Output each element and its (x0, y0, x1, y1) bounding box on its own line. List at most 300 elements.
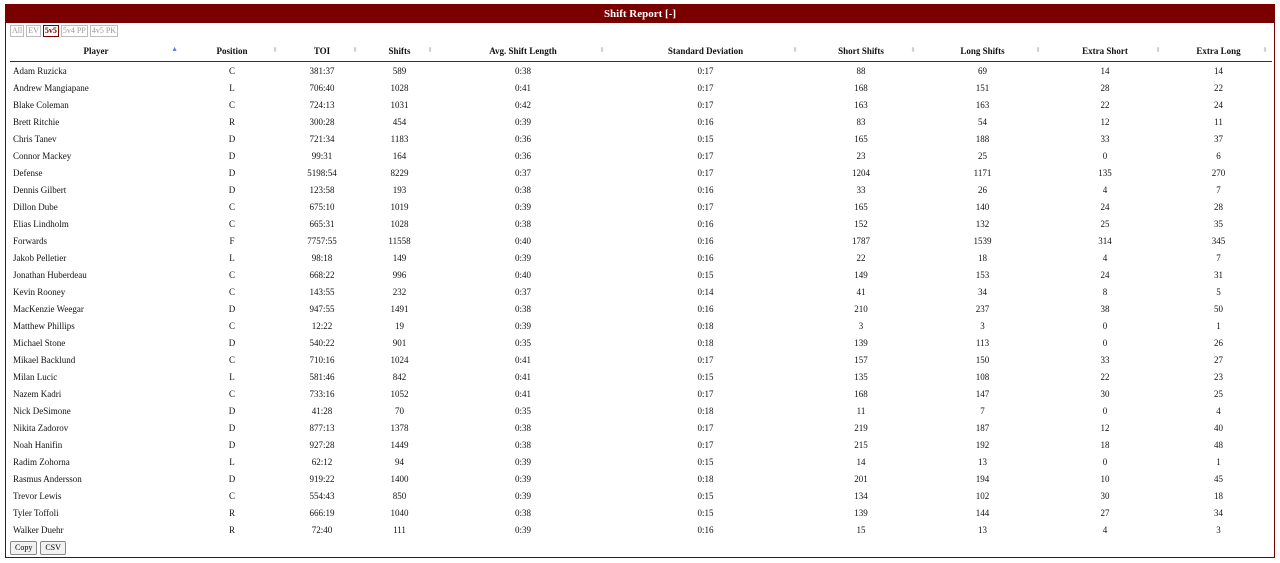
sort-arrows-icon: ⬍ (1262, 46, 1268, 54)
cell-short-shifts: 149 (854, 269, 868, 280)
cell-long-shifts: 144 (975, 507, 990, 518)
table-row (10, 521, 1272, 538)
table-row (10, 487, 1272, 504)
shift-report-panel (5, 4, 1275, 558)
table-row (10, 249, 1272, 266)
cell-short-shifts: 83 (856, 116, 866, 127)
cell-shifts: 901 (392, 337, 407, 348)
cell-player: Adam Ruzicka (13, 65, 67, 76)
column-header-extra-long[interactable] (1165, 40, 1272, 62)
column-header-label: Position (216, 45, 248, 56)
cell-shifts: 1183 (390, 133, 409, 144)
cell-toi: 919:22 (309, 473, 335, 484)
cell-long-shifts: 102 (975, 490, 990, 501)
copy-button[interactable]: Copy (10, 541, 37, 555)
cell-toi: 675:10 (309, 201, 335, 212)
cell-extra-short: 12 (1100, 422, 1110, 433)
cell-toi: 706:40 (309, 82, 335, 93)
cell-position: C (228, 320, 235, 331)
table-row (10, 402, 1272, 419)
filter-4v5-pk-button[interactable]: 4v5 PK (91, 26, 117, 35)
cell-short-shifts: 33 (856, 184, 866, 195)
cell-position: C (228, 218, 235, 229)
cell-extra-long: 28 (1214, 201, 1223, 212)
cell-avg-shift-length: 0:38 (514, 65, 531, 76)
cell-short-shifts: 168 (854, 388, 868, 399)
column-header-label: Shifts (388, 45, 411, 56)
table-row (10, 130, 1272, 147)
cell-position: R (228, 116, 235, 127)
cell-position: D (228, 405, 236, 416)
cell-toi: 12:22 (311, 320, 333, 331)
cell-extra-long: 48 (1214, 439, 1223, 450)
cell-short-shifts: 165 (854, 133, 868, 144)
column-header-label: Player (83, 45, 109, 56)
cell-standard-deviation: 0:15 (697, 490, 714, 501)
cell-extra-short: 135 (1098, 167, 1112, 178)
cell-extra-short: 0 (1102, 150, 1108, 161)
cell-short-shifts: 22 (856, 252, 866, 263)
cell-position: L (229, 371, 235, 382)
cell-avg-shift-length: 0:38 (514, 439, 531, 450)
cell-extra-long: 37 (1214, 133, 1223, 144)
cell-extra-short: 0 (1102, 337, 1108, 348)
cell-long-shifts: 69 (978, 65, 987, 76)
cell-position: F (229, 235, 235, 246)
column-header-extra-short[interactable] (1045, 40, 1165, 62)
cell-player: Jonathan Huberdeau (13, 269, 87, 280)
sort-arrows-icon: ⬍ (599, 46, 605, 54)
table-row (10, 368, 1272, 385)
cell-position: D (228, 133, 236, 144)
table-row (10, 436, 1272, 453)
cell-standard-deviation: 0:18 (697, 337, 714, 348)
cell-toi: 668:22 (309, 269, 335, 280)
cell-extra-long: 270 (1211, 167, 1226, 178)
table-row (10, 351, 1272, 368)
cell-short-shifts: 152 (854, 218, 868, 229)
cell-avg-shift-length: 0:39 (514, 201, 531, 212)
cell-avg-shift-length: 0:40 (514, 235, 531, 246)
cell-extra-short: 14 (1100, 65, 1110, 76)
cell-extra-short: 4 (1102, 184, 1108, 195)
cell-avg-shift-length: 0:38 (514, 184, 531, 195)
table-row (10, 232, 1272, 249)
cell-long-shifts: 147 (975, 388, 990, 399)
table-row (10, 79, 1272, 96)
sort-arrows-icon: ⬍ (1035, 46, 1041, 54)
cell-player: Trevor Lewis (13, 490, 62, 501)
cell-long-shifts: 237 (975, 303, 990, 314)
cell-player: Nikita Zadorov (13, 422, 69, 433)
cell-toi: 710:16 (309, 354, 335, 365)
cell-long-shifts: 1539 (973, 235, 992, 246)
cell-avg-shift-length: 0:35 (514, 405, 531, 416)
cell-standard-deviation: 0:17 (697, 99, 714, 110)
cell-shifts: 193 (392, 184, 407, 195)
cell-long-shifts: 18 (978, 252, 987, 263)
cell-short-shifts: 135 (854, 371, 868, 382)
cell-position: C (228, 388, 235, 399)
cell-position: D (228, 473, 236, 484)
cell-extra-short: 33 (1100, 354, 1110, 365)
cell-shifts: 1024 (390, 354, 409, 365)
cell-shifts: 149 (392, 252, 407, 263)
cell-shifts: 94 (395, 456, 404, 467)
cell-standard-deviation: 0:15 (697, 269, 714, 280)
cell-shifts: 1028 (390, 218, 409, 229)
cell-extra-short: 24 (1100, 201, 1110, 212)
cell-player: Rasmus Andersson (13, 473, 82, 484)
column-header-label: Extra Short (1082, 45, 1128, 56)
cell-position: C (228, 99, 235, 110)
cell-player: Connor Mackey (13, 150, 72, 161)
cell-toi: 99:31 (311, 150, 333, 161)
cell-player: Walker Duehr (13, 524, 64, 535)
table-row (10, 453, 1272, 470)
cell-avg-shift-length: 0:39 (514, 473, 531, 484)
cell-extra-long: 27 (1214, 354, 1223, 365)
cell-extra-short: 0 (1102, 456, 1108, 467)
cell-extra-long: 24 (1214, 99, 1223, 110)
column-header-label: TOI (313, 45, 331, 56)
cell-avg-shift-length: 0:39 (514, 320, 531, 331)
cell-long-shifts: 188 (975, 133, 990, 144)
cell-long-shifts: 7 (980, 405, 985, 416)
cell-standard-deviation: 0:15 (697, 507, 714, 518)
cell-extra-long: 26 (1214, 337, 1223, 348)
cell-short-shifts: 165 (854, 201, 868, 212)
cell-avg-shift-length: 0:36 (514, 133, 531, 144)
cell-extra-long: 31 (1214, 269, 1223, 280)
cell-short-shifts: 1787 (852, 235, 870, 246)
table-row (10, 317, 1272, 334)
cell-short-shifts: 168 (854, 82, 868, 93)
cell-player: Defense (13, 167, 43, 178)
column-header-label: Extra Long (1196, 45, 1241, 56)
cell-shifts: 8229 (390, 167, 409, 178)
cell-short-shifts: 23 (856, 150, 866, 161)
cell-player: Matthew Phillips (13, 320, 75, 331)
cell-toi: 927:28 (309, 439, 335, 450)
cell-extra-short: 22 (1100, 99, 1110, 110)
cell-position: D (228, 167, 236, 178)
table-row (10, 266, 1272, 283)
sort-arrows-icon: ⬍ (792, 46, 798, 54)
cell-standard-deviation: 0:16 (697, 218, 714, 229)
cell-player: Kevin Rooney (13, 286, 66, 297)
cell-shifts: 1040 (390, 507, 409, 518)
cell-avg-shift-length: 0:37 (514, 286, 531, 297)
cell-avg-shift-length: 0:39 (514, 116, 531, 127)
cell-position: D (228, 422, 236, 433)
cell-position: D (228, 150, 236, 161)
column-header-shifts[interactable] (362, 40, 437, 62)
cell-extra-long: 50 (1214, 303, 1223, 314)
cell-standard-deviation: 0:16 (697, 252, 714, 263)
sort-arrows-icon: ⬍ (272, 46, 278, 54)
cell-avg-shift-length: 0:41 (514, 371, 531, 382)
cell-player: Milan Lucic (13, 371, 58, 382)
cell-toi: 41:28 (311, 405, 333, 416)
cell-short-shifts: 3 (858, 320, 864, 331)
cell-position: D (228, 439, 236, 450)
cell-avg-shift-length: 0:35 (514, 337, 531, 348)
table-row (10, 147, 1272, 164)
cell-extra-long: 22 (1214, 82, 1223, 93)
column-header-toi[interactable] (282, 40, 362, 62)
cell-extra-short: 27 (1100, 507, 1110, 518)
cell-toi: 947:55 (309, 303, 335, 314)
cell-long-shifts: 26 (978, 184, 987, 195)
cell-shifts: 70 (395, 405, 404, 416)
cell-shifts: 1019 (390, 201, 409, 212)
cell-avg-shift-length: 0:40 (514, 269, 531, 280)
cell-position: C (228, 65, 235, 76)
panel-title[interactable]: Shift Report [-] (6, 5, 1274, 23)
cell-standard-deviation: 0:15 (697, 371, 714, 382)
cell-long-shifts: 108 (975, 371, 990, 382)
cell-toi: 721:34 (309, 133, 335, 144)
cell-extra-long: 34 (1214, 507, 1223, 518)
cell-player: MacKenzie Weegar (13, 303, 84, 314)
filter-all-button[interactable]: All (12, 26, 23, 35)
cell-avg-shift-length: 0:39 (514, 456, 531, 467)
cell-long-shifts: 163 (975, 99, 990, 110)
cell-extra-long: 7 (1216, 184, 1221, 195)
cell-short-shifts: 15 (856, 524, 866, 535)
cell-standard-deviation: 0:17 (697, 201, 714, 212)
cell-avg-shift-length: 0:39 (514, 524, 531, 535)
cell-toi: 724:13 (309, 99, 335, 110)
column-header-standard-deviation[interactable] (609, 40, 802, 62)
column-header-label: Short Shifts (838, 45, 884, 56)
cell-short-shifts: 1204 (852, 167, 870, 178)
cell-extra-short: 38 (1100, 303, 1110, 314)
cell-standard-deviation: 0:17 (697, 354, 714, 365)
cell-extra-long: 4 (1216, 405, 1221, 416)
cell-position: C (228, 286, 235, 297)
cell-short-shifts: 14 (856, 456, 866, 467)
filter-ev-button[interactable]: EV (28, 26, 39, 35)
cell-standard-deviation: 0:16 (697, 235, 714, 246)
cell-avg-shift-length: 0:38 (514, 303, 531, 314)
cell-player: Radim Zohorna (13, 456, 70, 467)
cell-extra-long: 23 (1214, 371, 1223, 382)
column-header-long-shifts[interactable] (920, 40, 1045, 62)
cell-long-shifts: 113 (975, 337, 990, 348)
cell-shifts: 1491 (390, 303, 409, 314)
cell-position: C (228, 269, 235, 280)
table-row (10, 385, 1272, 402)
table-body (10, 62, 1272, 539)
cell-extra-short: 30 (1100, 388, 1110, 399)
cell-extra-short: 4 (1102, 524, 1108, 535)
cell-extra-long: 35 (1214, 218, 1223, 229)
cell-player: Brett Ritchie (13, 116, 60, 127)
column-header-label: Standard Deviation (667, 45, 744, 56)
column-header-position[interactable] (182, 40, 282, 62)
cell-standard-deviation: 0:17 (697, 388, 714, 399)
cell-standard-deviation: 0:17 (697, 422, 714, 433)
cell-extra-short: 12 (1100, 116, 1110, 127)
cell-long-shifts: 13 (978, 524, 987, 535)
shift-report-table (10, 40, 1272, 538)
cell-toi: 123:58 (309, 184, 335, 195)
cell-standard-deviation: 0:15 (697, 133, 714, 144)
cell-standard-deviation: 0:18 (697, 405, 714, 416)
cell-long-shifts: 153 (975, 269, 990, 280)
cell-player: Michael Stone (13, 337, 66, 348)
cell-shifts: 1378 (390, 422, 409, 433)
cell-extra-long: 3 (1216, 524, 1221, 535)
cell-player: Mikael Backlund (13, 354, 76, 365)
cell-extra-long: 18 (1214, 490, 1223, 501)
cell-standard-deviation: 0:16 (697, 524, 714, 535)
cell-toi: 381:37 (309, 65, 335, 76)
cell-player: Andrew Mangiapane (13, 82, 89, 93)
cell-toi: 72:40 (311, 524, 333, 535)
cell-position: L (229, 82, 235, 93)
cell-extra-short: 33 (1100, 133, 1110, 144)
cell-shifts: 454 (392, 116, 407, 127)
cell-standard-deviation: 0:17 (697, 82, 714, 93)
table-row (10, 504, 1272, 521)
strength-filter-group (10, 25, 118, 37)
cell-extra-short: 10 (1100, 473, 1110, 484)
cell-extra-short: 28 (1100, 82, 1110, 93)
cell-long-shifts: 25 (978, 150, 987, 161)
cell-shifts: 19 (395, 320, 404, 331)
cell-standard-deviation: 0:17 (697, 439, 714, 450)
cell-extra-long: 345 (1211, 235, 1226, 246)
cell-toi: 98:18 (311, 252, 333, 263)
cell-standard-deviation: 0:16 (697, 303, 714, 314)
cell-standard-deviation: 0:16 (697, 116, 714, 127)
cell-avg-shift-length: 0:38 (514, 218, 531, 229)
cell-position: C (228, 201, 235, 212)
filter-5v4-pp-button[interactable]: 5v4 PP (62, 26, 86, 35)
cell-extra-long: 40 (1214, 422, 1223, 433)
table-row (10, 113, 1272, 130)
cell-extra-short: 4 (1102, 252, 1108, 263)
cell-shifts: 1031 (390, 99, 409, 110)
filter-5v5-button[interactable]: 5v5 (44, 26, 57, 35)
cell-standard-deviation: 0:17 (697, 150, 714, 161)
cell-player: Dennis Gilbert (13, 184, 67, 195)
cell-short-shifts: 139 (854, 507, 868, 518)
cell-avg-shift-length: 0:39 (514, 490, 531, 501)
cell-shifts: 842 (392, 371, 407, 382)
cell-extra-long: 45 (1214, 473, 1223, 484)
table-row (10, 181, 1272, 198)
cell-long-shifts: 151 (975, 82, 990, 93)
cell-extra-long: 7 (1216, 252, 1221, 263)
cell-shifts: 1052 (390, 388, 409, 399)
csv-button[interactable]: CSV (40, 541, 66, 555)
column-header-player[interactable] (10, 40, 182, 62)
cell-position: L (229, 456, 235, 467)
cell-avg-shift-length: 0:41 (514, 388, 531, 399)
table-row (10, 470, 1272, 487)
cell-shifts: 850 (392, 490, 407, 501)
cell-player: Chris Tanev (13, 133, 57, 144)
cell-long-shifts: 140 (975, 201, 990, 212)
table-row (10, 215, 1272, 232)
cell-toi: 581:46 (309, 371, 335, 382)
cell-long-shifts: 187 (975, 422, 990, 433)
cell-position: R (228, 507, 235, 518)
table-row (10, 300, 1272, 317)
sort-arrows-icon: ⬍ (910, 46, 916, 54)
cell-short-shifts: 210 (854, 303, 868, 314)
cell-extra-long: 14 (1214, 65, 1223, 76)
column-header-avg-shift-length[interactable] (437, 40, 609, 62)
cell-player: Elias Lindholm (13, 218, 69, 229)
cell-short-shifts: 215 (854, 439, 868, 450)
cell-toi: 665:31 (309, 218, 335, 229)
cell-extra-short: 22 (1100, 371, 1110, 382)
cell-extra-long: 5 (1216, 286, 1221, 297)
sort-arrows-icon: ⬍ (352, 46, 358, 54)
cell-position: C (228, 354, 235, 365)
export-actions (10, 541, 66, 555)
cell-standard-deviation: 0:18 (697, 320, 714, 331)
cell-player: Jakob Pelletier (13, 252, 67, 263)
cell-short-shifts: 201 (854, 473, 868, 484)
cell-standard-deviation: 0:15 (697, 456, 714, 467)
column-header-short-shifts[interactable] (802, 40, 920, 62)
cell-position: D (228, 303, 236, 314)
cell-player: Tyler Toffoli (13, 507, 59, 518)
cell-long-shifts: 34 (978, 286, 987, 297)
cell-standard-deviation: 0:17 (697, 167, 714, 178)
cell-short-shifts: 88 (856, 65, 866, 76)
cell-long-shifts: 13 (978, 456, 987, 467)
table-row (10, 283, 1272, 300)
cell-extra-long: 6 (1216, 150, 1221, 161)
table-row (10, 96, 1272, 113)
cell-standard-deviation: 0:16 (697, 184, 714, 195)
cell-toi: 62:12 (311, 456, 333, 467)
cell-toi: 666:19 (309, 507, 335, 518)
cell-extra-short: 18 (1100, 439, 1110, 450)
table-row (10, 164, 1272, 181)
cell-long-shifts: 1171 (973, 167, 992, 178)
cell-position: D (228, 337, 236, 348)
cell-short-shifts: 139 (854, 337, 868, 348)
cell-extra-long: 1 (1216, 456, 1221, 467)
cell-shifts: 1400 (390, 473, 409, 484)
cell-toi: 554:43 (309, 490, 335, 501)
cell-long-shifts: 54 (978, 116, 987, 127)
cell-player: Nazem Kadri (13, 388, 62, 399)
cell-long-shifts: 194 (975, 473, 990, 484)
cell-extra-short: 0 (1102, 405, 1108, 416)
table-row (10, 62, 1272, 80)
cell-shifts: 111 (393, 524, 406, 535)
cell-toi: 877:13 (309, 422, 335, 433)
cell-avg-shift-length: 0:37 (514, 167, 531, 178)
column-header-label: Long Shifts (960, 45, 1005, 56)
table-header-row (10, 40, 1272, 62)
cell-shifts: 589 (392, 65, 407, 76)
cell-toi: 300:28 (309, 116, 335, 127)
cell-avg-shift-length: 0:36 (514, 150, 531, 161)
cell-extra-short: 24 (1100, 269, 1110, 280)
cell-short-shifts: 157 (854, 354, 868, 365)
cell-extra-long: 11 (1214, 116, 1223, 127)
